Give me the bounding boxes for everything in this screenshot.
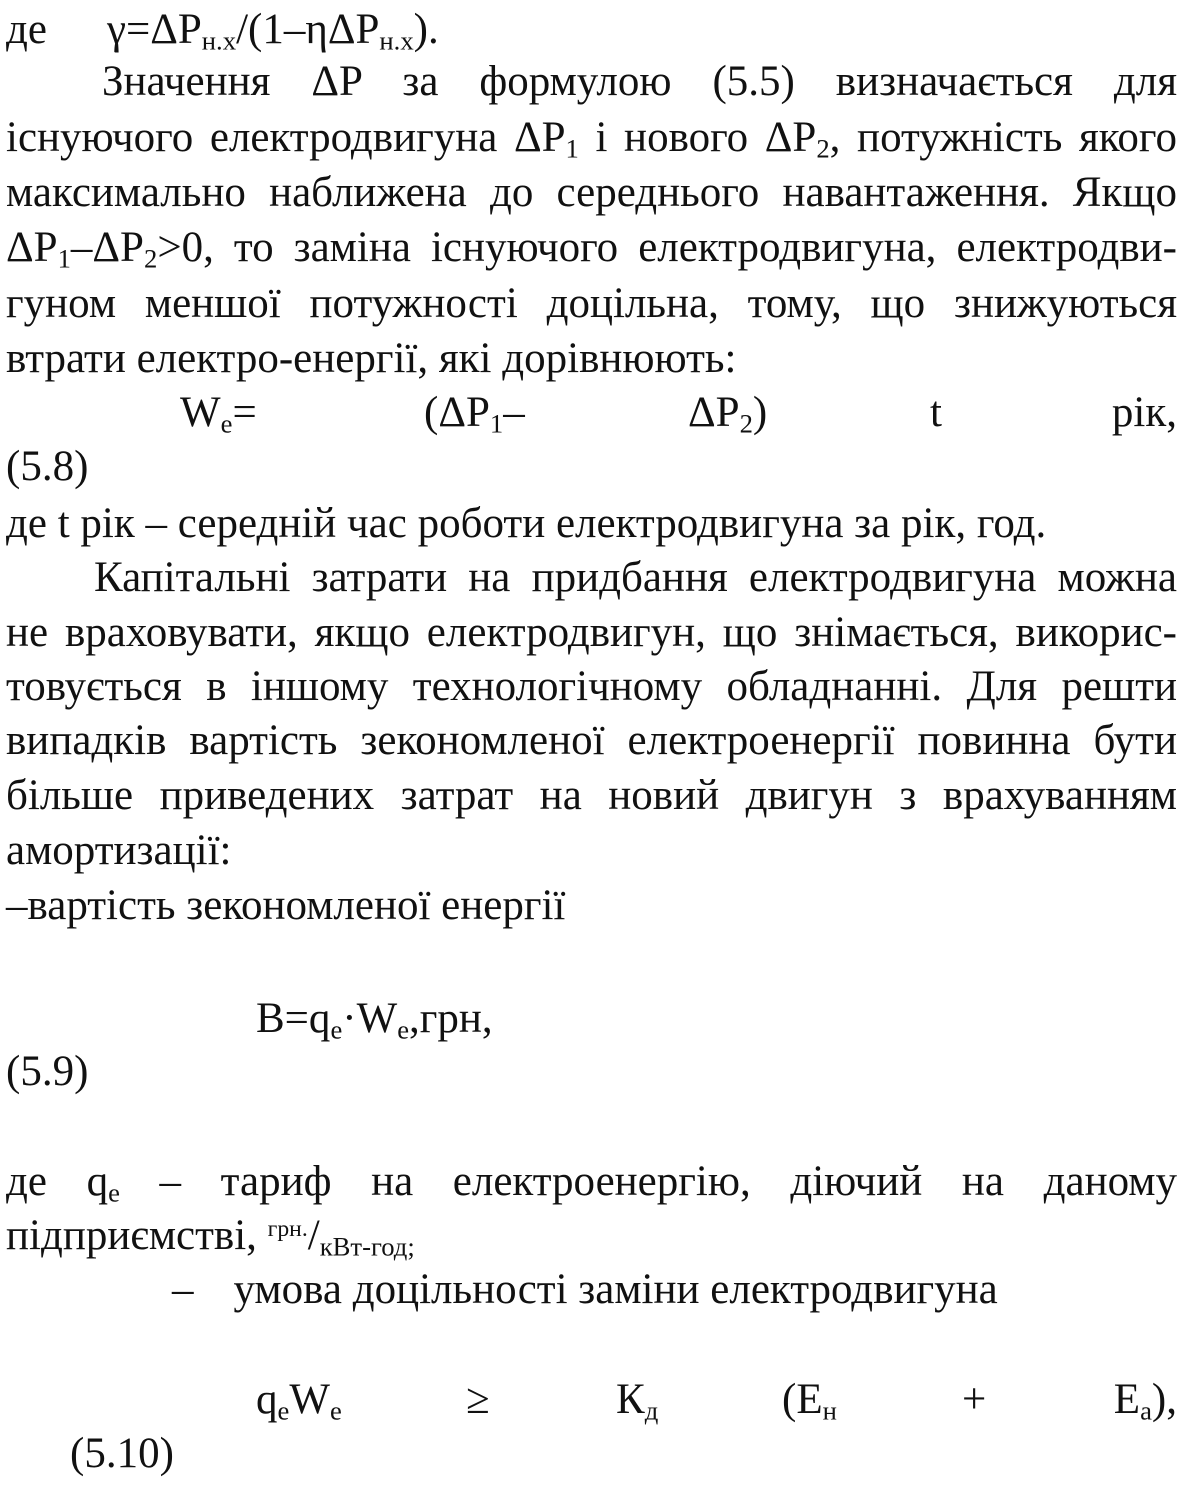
equation-number: (5.8): [6, 443, 89, 490]
paragraph-line: підприємстві, $^{грн.}/_{кВт-год;}$: [6, 1212, 415, 1262]
paragraph-line: випадків вартість зекономленої електроенергії повинна бути: [6, 717, 1177, 764]
paragraph-line: Капітальні затрати на придбання електродвигуна можна: [94, 554, 1177, 601]
paragraph-line: де t рік – середній час роботи електродвигуна за рік, год.: [6, 500, 1047, 547]
paragraph-line: втрати електро-енергії, які дорівнюють:: [6, 335, 737, 382]
paragraph-line: амортизації:: [6, 827, 232, 874]
paragraph-line: існуючого електродвигуна $\Delta P_1$ і нового $\Delta P_2$, потужність якого: [6, 114, 1177, 164]
formula-gamma: $\gamma=\Delta P_{н.х}/(1-\eta\Delta P_{н.х})$.: [106, 6, 439, 56]
paragraph-line: $\Delta P_1-\Delta P_2>0$, то заміна існуючого електродвигуна, електродви-: [6, 224, 1177, 274]
paragraph-line: товується в іншому технологічному обладнанні. Для решти: [6, 663, 1177, 710]
paragraph-line: більше приведених затрат на новий двигун з врахуванням: [6, 772, 1177, 819]
paragraph-line: де $q_e$ – тариф на електроенергію, діючий на даному: [6, 1158, 1178, 1208]
word-de: де: [6, 6, 47, 53]
list-item: –вартість зекономленої енергії: [6, 882, 566, 929]
formula-gamma-line: [6, 6, 1177, 56]
paragraph-line: Значення ΔP за формулою (5.5) визначається для: [102, 58, 1177, 105]
paragraph-line: гуном меншої потужності доцільна, тому, що знижуються: [6, 280, 1177, 327]
equation-number: (5.10): [70, 1430, 174, 1477]
paragraph-line: не враховувати, якщо електродвигун, що знімається, викорис-: [6, 609, 1177, 656]
equation-number: (5.9): [6, 1048, 89, 1095]
list-item: – умова доцільності заміни електродвигуна: [172, 1266, 998, 1313]
paragraph-line: максимально наближена до середнього навантаження. Якщо: [6, 169, 1177, 216]
